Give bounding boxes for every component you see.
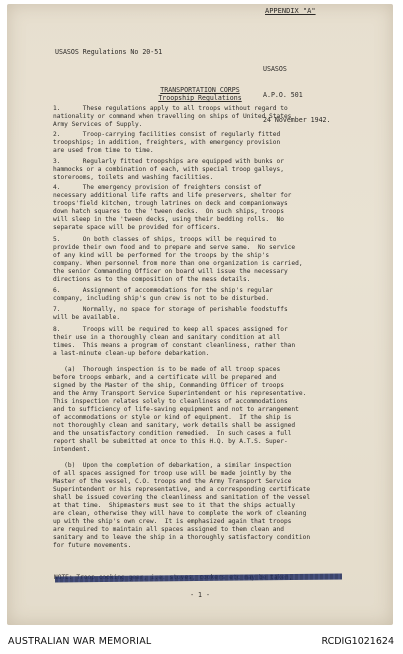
paragraph-line: troopships; in addition, freighters, with emergency provision bbox=[53, 139, 281, 146]
regulation-reference: USASOS Regulations No 20-51 bbox=[55, 48, 163, 56]
paragraph-3 bbox=[53, 158, 373, 182]
paragraph-6 bbox=[53, 287, 373, 303]
paragraph-2 bbox=[53, 131, 373, 155]
paragraph-line: up with the ship's own crew. It is emphasized again that troops bbox=[53, 518, 292, 525]
paragraph-line: and the unsatisfactory condition remedied. In such cases a full bbox=[53, 430, 292, 437]
document-subtitle: Troopship Regulations bbox=[158, 94, 242, 102]
paragraph-line: before troops embark, and a certificate will be prepared and bbox=[53, 374, 277, 381]
paragraph-line: 2. Troop-carrying facilities consist of regularly fitted bbox=[53, 131, 281, 138]
paragraph-line: their use in a thoroughly clean and sanitary condition at all bbox=[53, 334, 281, 341]
appendix-label: APPENDIX "A" bbox=[265, 7, 316, 15]
hq-line: 24 November 1942. bbox=[263, 116, 331, 124]
paragraph-line bbox=[53, 454, 373, 462]
paragraph-line: for future movements. bbox=[53, 542, 132, 549]
paragraph-line: 3. Regularly fitted troopships are equipped with bunks or bbox=[53, 158, 284, 165]
paragraph-line: sanitary and to leave the ship in a thoroughly satisfactory condition bbox=[53, 534, 311, 541]
paragraph-line: shall be issued covering the cleanliness and sanitation of the vessel bbox=[53, 494, 311, 501]
archive-name: AUSTRALIAN WAR MEMORIAL bbox=[8, 636, 152, 647]
paragraph-line: not thoroughly clean and sanitary, work details shall be assigned bbox=[53, 422, 296, 429]
hq-line: A.P.O. 501 bbox=[263, 90, 303, 99]
paragraph-line: 1. These regulations apply to all troops without regard to bbox=[53, 105, 288, 112]
paragraph-5 bbox=[53, 236, 373, 284]
page-number: - 1 - bbox=[190, 591, 210, 599]
paragraph-line: 8. Troops will be required to keep all spaces assigned for bbox=[53, 326, 288, 333]
archive-id: RCDIG1021624 bbox=[321, 636, 394, 647]
paragraph-line: hammocks or a combination of each, with special troop galleys, bbox=[53, 166, 284, 173]
paragraph-line: Army Services of Supply. bbox=[53, 121, 143, 128]
paragraph-line: (b) Upon the completion of debarkation, a similar inspection bbox=[53, 462, 292, 469]
paragraph-line: (a) Thorough inspection is to be made of all troop spaces bbox=[53, 366, 281, 373]
paragraph-line: company, including ship's gun crew is not to be disturbed. bbox=[53, 295, 270, 302]
paragraph-4 bbox=[53, 184, 373, 232]
paragraph-line: the senior Commanding Officer on board will issue the necessary bbox=[53, 268, 288, 275]
paragraph-7 bbox=[53, 306, 373, 322]
paragraph-line: intendent. bbox=[53, 446, 91, 453]
paragraph-line: 7. Normally, no space for storage of perishable foodstuffs bbox=[53, 306, 288, 313]
paragraph-1 bbox=[53, 105, 373, 129]
paragraph-line: at that time. Shipmasters must see to it that the ships actually bbox=[53, 502, 296, 509]
paragraph-line: 6. Assignment of accommodations for the ship's regular bbox=[53, 287, 273, 294]
paragraph-line: of all spaces assigned for troop use will be made jointly by the bbox=[53, 470, 292, 477]
document-title: TRANSPORTATION CORPS bbox=[160, 86, 240, 94]
archive-footer bbox=[0, 628, 403, 654]
paragraph-line: necessary additional life rafts and life preservers, shelter for bbox=[53, 192, 292, 199]
paragraph-line: 5. On both classes of ships, troops will be required to bbox=[53, 236, 277, 243]
paragraph-line: Superintendent or his representative, and a corresponding certificate bbox=[53, 486, 311, 493]
paragraph-line: directions as to the composition of the mess details. bbox=[53, 276, 251, 283]
hq-line: USASOS bbox=[263, 65, 287, 73]
paragraph-line: report shall be submitted at once to this H.Q. by A.T.S. Super- bbox=[53, 438, 288, 445]
paragraph-line: provide their own food and to prepare and serve same. No service bbox=[53, 244, 296, 251]
document-page bbox=[7, 4, 393, 625]
paragraph-line: and to sufficiency of life-saving equipment and not to arrangement bbox=[53, 406, 299, 413]
paragraph-line: troops'field kitchen, trough latrines on deck and companionways bbox=[53, 200, 288, 207]
paragraph-line: down hatch squares to the 'tween decks. On such ships, troops bbox=[53, 208, 284, 215]
paragraph-line: are used from time to time. bbox=[53, 147, 154, 154]
paragraph-line: storerooms, toilets and washing facilities. bbox=[53, 174, 214, 181]
paragraph-line: are required to maintain all spaces assigned to them clean and bbox=[53, 526, 284, 533]
paragraph-line: a last-minute clean-up before debarkation. bbox=[53, 350, 210, 357]
paragraph-line: separate space will be provided for officers. bbox=[53, 224, 221, 231]
paragraph-line: of accommodations or style or kind of equipment. If the ship is bbox=[53, 414, 292, 421]
paragraph-line: Master of the vessel, C.O. troops and the Army Transport Service bbox=[53, 478, 292, 485]
paragraph-line: times. This means a program of constant cleanliness, rather than bbox=[53, 342, 296, 349]
paragraph-line: company. When personnel from more than one organization is carried, bbox=[53, 260, 303, 267]
paragraph-line: will be available. bbox=[53, 314, 121, 321]
paragraph-line: nationality or command when travelling on ships of United States bbox=[53, 113, 292, 120]
paragraph-line bbox=[53, 358, 373, 366]
paragraph-line: 4. The emergency provision of freighters consist of bbox=[53, 184, 262, 191]
paragraph-line: are clean, otherwise they will have to complete the work of cleaning bbox=[53, 510, 307, 517]
paragraph-line: and the Army Transport Service Superintendent or his representative. bbox=[53, 390, 307, 397]
paragraph-line: This inspection relates solely to cleanliness of accommodations bbox=[53, 398, 288, 405]
paragraph-line: will sleep in the 'tween decks, using their bedding rolls. No bbox=[53, 216, 284, 223]
paragraph-line: signed by the Master of the ship, Commanding Officer of troops bbox=[53, 382, 284, 389]
paragraph-line: of any kind will be performed for the troops by the ship's bbox=[53, 252, 270, 259]
paragraph-8 bbox=[53, 326, 373, 550]
